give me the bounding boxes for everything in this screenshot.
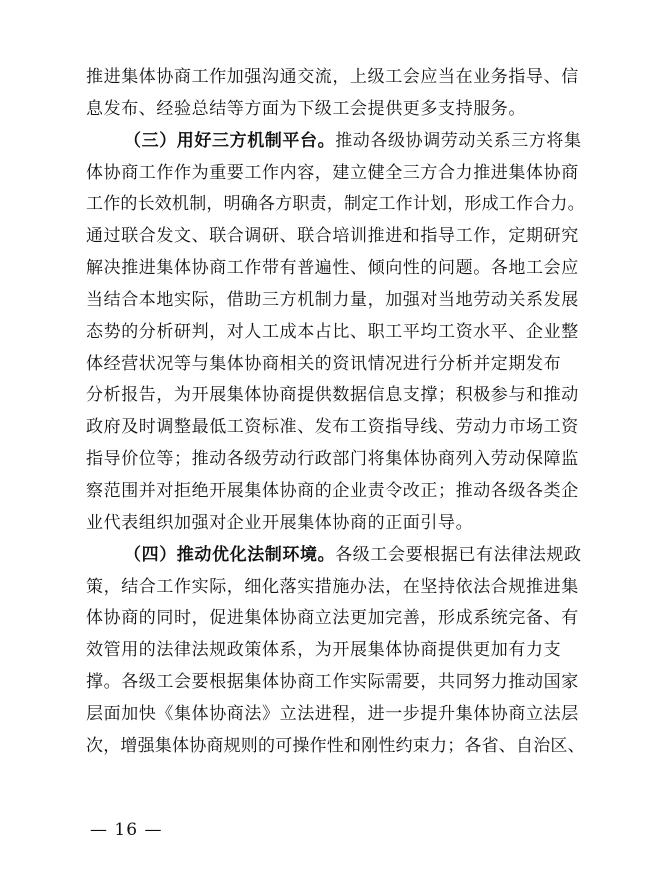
text-line bbox=[86, 349, 586, 381]
line-text: 推进集体协商工作加强沟通交流，上级工会应当在业务指导、信 bbox=[86, 67, 579, 87]
line-text: 息发布、经验总结等方面为下级工会提供更多支持服务。 bbox=[86, 98, 526, 119]
line-text: 次，增强集体协商规则的可操作性和刚性约束力；各省、自治区、 bbox=[86, 735, 585, 756]
line-text: 各级工会要根据已有法律法规政 bbox=[335, 544, 582, 565]
text-line bbox=[86, 126, 586, 158]
text-line bbox=[86, 603, 586, 635]
text-line bbox=[86, 667, 586, 699]
line-text: 解决推进集体协商工作带有普遍性、倾向性的问题。各地工会应 bbox=[86, 258, 579, 279]
section-heading: （三）用好三方机制平台。 bbox=[124, 130, 336, 151]
line-text: 策，结合工作实际，细化落实措施办法，在坚持依法合规推进集 bbox=[86, 576, 579, 597]
line-text: 层面加快《集体协商法》立法进程，进一步提升集体协商立法层 bbox=[86, 703, 579, 724]
text-line bbox=[86, 508, 586, 540]
line-text: 体协商工作作为重要工作内容，建立健全三方合力推进集体协商 bbox=[86, 162, 579, 183]
text-line bbox=[86, 572, 586, 604]
line-text: 态势的分析研判，对人工成本占比、职工平均工资水平、企业整 bbox=[86, 321, 579, 342]
line-text: 分析报告，为开展集体协商提供数据信息支撑；积极参与和推动 bbox=[86, 385, 579, 406]
text-line bbox=[86, 253, 586, 285]
text-line bbox=[86, 731, 586, 763]
text-line bbox=[86, 158, 586, 190]
text-line bbox=[86, 540, 586, 572]
line-text: 效管用的法律法规政策体系，为开展集体协商提供更加有力支 bbox=[86, 640, 562, 661]
text-line bbox=[86, 635, 586, 667]
text-line bbox=[86, 189, 586, 221]
text-line bbox=[86, 94, 586, 126]
line-text: 通过联合发文、联合调研、联合培训推进和指导工作，定期研究 bbox=[86, 226, 579, 247]
line-text: 撑。各级工会要根据集体协商工作实际需要，共同努力推动国家 bbox=[86, 672, 579, 693]
text-line bbox=[86, 317, 586, 349]
line-text: 当结合本地实际，借助三方机制力量，加强对当地劳动关系发展 bbox=[86, 289, 579, 310]
line-text: 业代表组织加强对企业开展集体协商的正面引导。 bbox=[86, 512, 474, 533]
line-text: 推动各级协调劳动关系三方将集 bbox=[335, 130, 582, 151]
text-line bbox=[86, 380, 586, 412]
text-line bbox=[86, 444, 586, 476]
text-line bbox=[86, 412, 586, 444]
text-line bbox=[86, 285, 586, 317]
line-text: 政府及时调整最低工资标准、发布工资指导线、劳动力市场工资 bbox=[86, 417, 579, 438]
line-text: 体经营状况等与集体协商相关的资讯情况进行分析并定期发布 bbox=[86, 353, 562, 374]
text-line bbox=[86, 699, 586, 731]
line-text: 指导价位等；推动各级劳动行政部门将集体协商列入劳动保障监 bbox=[86, 449, 579, 470]
line-text: 察范围并对拒绝开展集体协商的企业责令改正；推动各级各类企 bbox=[86, 480, 579, 501]
line-text: 工作的长效机制，明确各方职责，制定工作计划，形成工作合力。 bbox=[86, 194, 585, 215]
line-text: 体协商的同时，促进集体协商立法更加完善，形成系统完备、有 bbox=[86, 608, 579, 629]
text-line bbox=[86, 62, 586, 94]
text-line bbox=[86, 476, 586, 508]
text-line bbox=[86, 221, 586, 253]
body-text bbox=[86, 62, 586, 763]
page-number: — 16 — bbox=[90, 820, 163, 840]
section-heading: （四）推动优化法制环境。 bbox=[124, 544, 336, 565]
